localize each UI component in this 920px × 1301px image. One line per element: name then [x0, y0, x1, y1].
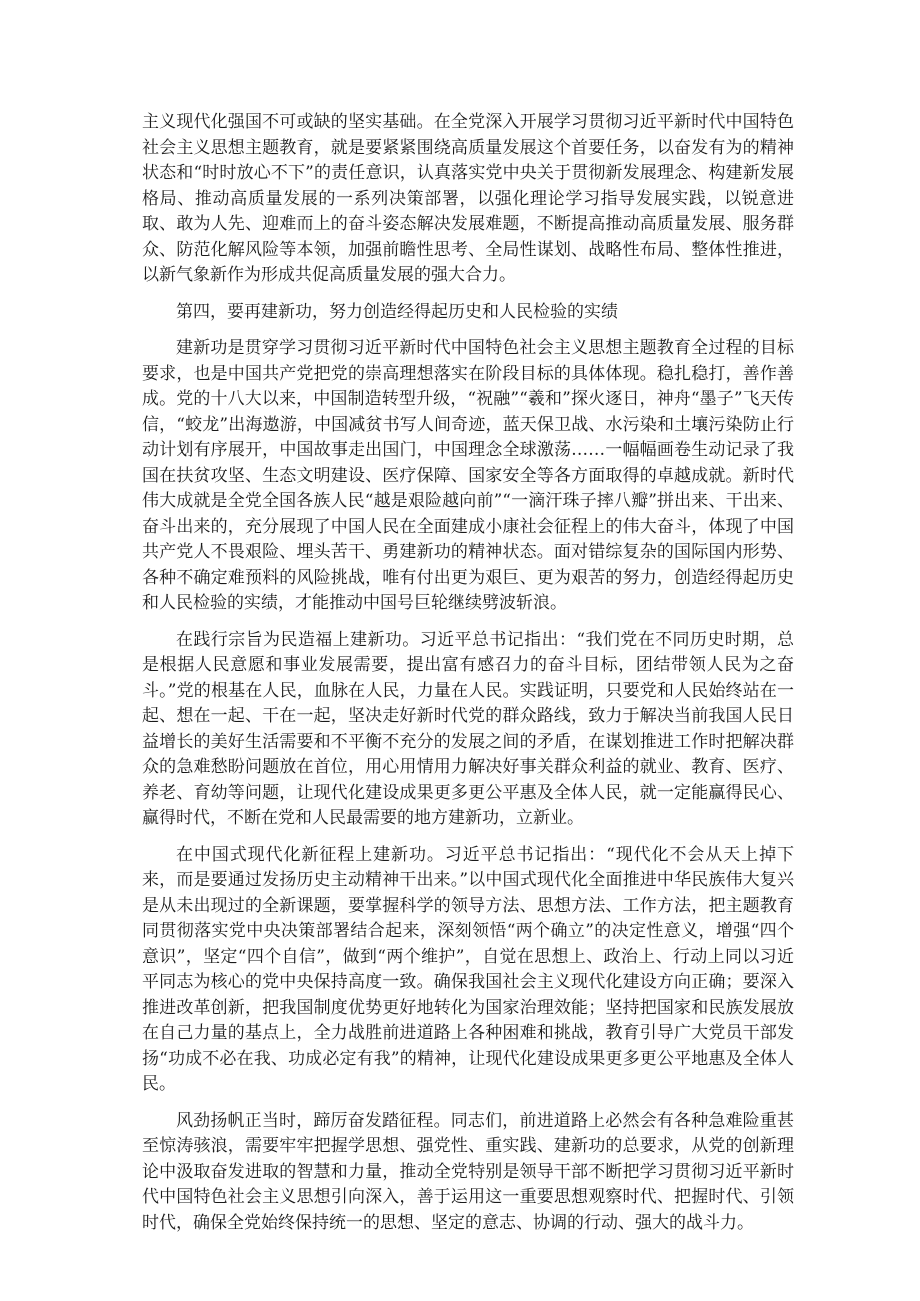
document-page	[142, 110, 794, 1247]
paragraph-conclusion: 风劲扬帆正当时，蹄厉奋发踏征程。同志们，前进道路上必然会有各种急难险重甚至惊涛骇浪，需要牢牢把握学思想、强党性、重实践、建新功的总要求，从党的创新理论中汲取奋发进取的智慧和力量，推动全党特别是领导干部不断把学习贯彻习近平新时代中国特色社会主义思想引向深入，善于运用这一重要思想观察时代、把握时代、引领时代，确保全党始终保持统一的思想、坚定的意志、协调的行动、强大的战斗力。	[142, 1110, 794, 1233]
paragraph-build-new-merits: 建新功是贯穿学习贯彻习近平新时代中国特色社会主义思想主题教育全过程的目标要求，也是中国共产党把党的崇高理想落实在阶段目标的具体体现。稳扎稳打，善作善成。党的十八大以来，中国制造转型升级，“祝融”“羲和”探火逐日，神舟“墨子”飞天传信，“蛟龙”出海遨游，中国减贫书写人间奇迹，蓝天保卫战、水污染和土壤污染防止行动计划有序展开，中国故事走出国门，中国理念全球激荡……一幅幅画卷生动记录了我国在扶贫攻坚、生态文明建设、医疗保障、国家安全等各方面取得的卓越成就。新时代伟大成就是全党全国各族人民“越是艰险越向前”“一滴汗珠子摔八瓣”拼出来、干出来、奋斗出来的，充分展现了中国人民在全面建成小康社会征程上的伟大奋斗，体现了中国共产党人不畏艰险、埋头苦干、勇建新功的精神状态。面对错综复杂的国际国内形势、各种不确定难预料的风险挑战，唯有付出更为艰巨、更为艰苦的努力，创造经得起历史和人民检验的实绩，才能推动中国号巨轮继续劈波斩浪。	[142, 338, 794, 613]
section-heading-four: 第四，要再建新功，努力创造经得起历史和人民检验的实绩	[176, 301, 618, 322]
paragraph-continuation: 主义现代化强国不可或缺的坚实基础。在全党深入开展学习贯彻习近平新时代中国特色社会主义思想主题教育，就是要紧紧围绕高质量发展这个首要任务，以奋发有为的精神状态和“时时放心不下”的责任意识，认真落实党中央关于贯彻新发展理念、构建新发展格局、推动高质量发展的一系列决策部署，以强化理论学习指导发展实践，以锐意进取、敢为人先、迎难而上的奋斗姿态解决发展难题，不断提高推动高质量发展、服务群众、防范化解风险等本领，加强前瞻性思考、全局性谋划、战略性布局、整体性推进，以新气象新作为形成共促高质量发展的强大合力。	[142, 112, 794, 285]
paragraph-serve-people: 在践行宗旨为民造福上建新功。习近平总书记指出：“我们党在不同历史时期，总是根据人民意愿和事业发展需要，提出富有感召力的奋斗目标，团结带领人民为之奋斗。”党的根基在人民，血脉在人民，力量在人民。实践证明，只要党和人民始终站在一起、想在一起、干在一起，坚决走好新时代党的群众路线，致力于解决当前我国人民日益增长的美好生活需要和不平衡不充分的发展之间的矛盾，在谋划推进工作时把解决群众的急难愁盼问题放在首位，用心用情用力解决好事关群众利益的就业、教育、医疗、养老、育幼等问题，让现代化建设成果更多更公平惠及全体人民，就一定能赢得民心、赢得时代，不断在党和人民最需要的地方建新功，立新业。	[142, 629, 794, 828]
paragraph-modernization: 在中国式现代化新征程上建新功。习近平总书记指出：“现代化不会从天上掉下来，而是要通过发扬历史主动精神干出来。”以中国式现代化全面推进中华民族伟大复兴是从未出现过的全新课题，要掌握科学的领导方法、思想方法、工作方法，把主题教育同贯彻落实党中央决策部署结合起来，深刻领悟“两个确立”的决定性意义，增强“四个意识”，坚定“四个自信”，做到“两个维护”，自觉在思想上、政治上、行动上同以习近平同志为核心的党中央保持高度一致。确保我国社会主义现代化建设方向正确；要深入推进改革创新，把我国制度优势更好地转化为国家治理效能；坚持把国家和民族发展放在自己力量的基点上，全力战胜前进道路上各种困难和挑战，教育引导广大党员干部发扬“功成不必在我、功成必定有我”的精神，让现代化建设成果更多更公平地惠及全体人民。	[142, 844, 794, 1094]
